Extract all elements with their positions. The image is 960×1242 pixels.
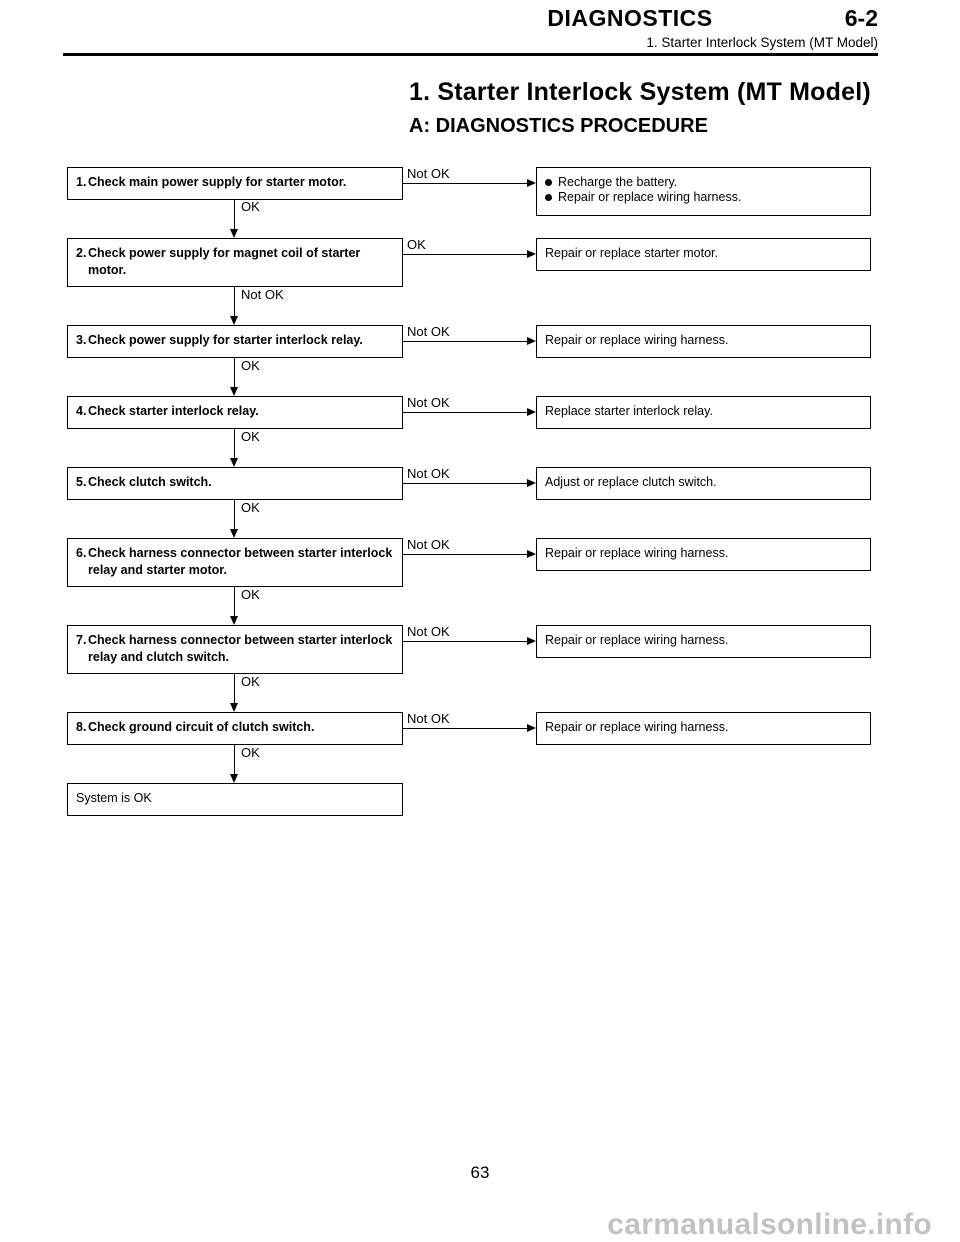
step-number: 3. [76, 333, 87, 347]
branch-line [403, 341, 530, 342]
right-arrow-icon [527, 479, 536, 487]
flow-line [234, 587, 235, 616]
result-text: Replace starter interlock relay. [545, 404, 713, 418]
page-number: 63 [470, 1163, 490, 1182]
step-text: Check starter interlock relay. [88, 404, 259, 418]
branch-label: Not OK [407, 324, 450, 339]
header-section-code: 6-2 [844, 5, 878, 31]
branch-label: Not OK [407, 624, 450, 639]
step-box-1 [67, 167, 403, 200]
branch-label: Not OK [407, 537, 450, 552]
step-number: 6. [76, 546, 87, 560]
flow-line [234, 358, 235, 387]
result-text: Repair or replace wiring harness. [545, 720, 729, 734]
flow-line [234, 674, 235, 703]
header-section-title: DIAGNOSTICS [547, 5, 713, 31]
next-label: OK [241, 500, 260, 515]
watermark: carmanualsonline.info [607, 1208, 932, 1241]
result-text: Adjust or replace clutch switch. [545, 475, 717, 489]
step-text: Check harness connector between starter interlock relay and starter motor. [88, 546, 393, 577]
right-arrow-icon [527, 550, 536, 558]
step-number: 1. [76, 175, 87, 189]
result-box-2 [536, 238, 871, 271]
step-number: 4. [76, 404, 87, 418]
right-arrow-icon [527, 179, 536, 187]
result-box-7 [536, 625, 871, 658]
flow-line [234, 287, 235, 316]
step-number: 8. [76, 720, 87, 734]
step-text: Check ground circuit of clutch switch. [88, 720, 315, 734]
branch-line [403, 728, 530, 729]
step-box-4 [67, 396, 403, 429]
procedure-heading: A: DIAGNOSTICS PROCEDURE [409, 115, 708, 137]
result-box-1 [536, 167, 871, 216]
flow-line [234, 500, 235, 529]
step-box-3 [67, 325, 403, 358]
right-arrow-icon [527, 408, 536, 416]
step-number: 5. [76, 475, 87, 489]
bullet-icon [545, 194, 552, 201]
down-arrow-icon [230, 387, 238, 396]
branch-line [403, 554, 530, 555]
branch-line [403, 412, 530, 413]
branch-label: Not OK [407, 466, 450, 481]
flow-line [234, 429, 235, 458]
down-arrow-icon [230, 616, 238, 625]
step-number: 2. [76, 246, 87, 260]
step-box-6 [67, 538, 403, 587]
step-box-2 [67, 238, 403, 287]
step-box-8 [67, 712, 403, 745]
right-arrow-icon [527, 337, 536, 345]
down-arrow-icon [230, 703, 238, 712]
branch-line [403, 483, 530, 484]
branch-line [403, 254, 530, 255]
result-text: Repair or replace starter motor. [545, 246, 718, 260]
result-text: Repair or replace wiring harness. [545, 546, 729, 560]
result-box-5 [536, 467, 871, 500]
step-number: 7. [76, 633, 87, 647]
next-label: OK [241, 587, 260, 602]
step-text: Check power supply for starter interlock relay. [88, 333, 363, 347]
next-label: Not OK [241, 287, 284, 302]
page-title: 1. Starter Interlock System (MT Model) [409, 78, 871, 106]
right-arrow-icon [527, 724, 536, 732]
branch-label: Not OK [407, 711, 450, 726]
next-label: OK [241, 199, 260, 214]
right-arrow-icon [527, 637, 536, 645]
result-item: Repair or replace wiring harness. [545, 190, 862, 205]
branch-label: Not OK [407, 395, 450, 410]
down-arrow-icon [230, 316, 238, 325]
header-rule [63, 53, 878, 56]
result-text: Repair or replace wiring harness. [545, 333, 729, 347]
down-arrow-icon [230, 458, 238, 467]
right-arrow-icon [527, 250, 536, 258]
next-label: OK [241, 674, 260, 689]
result-item: Recharge the battery. [545, 175, 862, 190]
flow-line [234, 745, 235, 774]
branch-label: OK [407, 237, 426, 252]
branch-label: Not OK [407, 166, 450, 181]
final-text: System is OK [76, 791, 152, 805]
branch-line [403, 641, 530, 642]
bullet-icon [545, 179, 552, 186]
down-arrow-icon [230, 529, 238, 538]
step-text: Check main power supply for starter motor. [88, 175, 347, 189]
step-text: Check clutch switch. [88, 475, 212, 489]
result-box-6 [536, 538, 871, 571]
header-subtitle: 1. Starter Interlock System (MT Model) [646, 35, 878, 50]
step-box-7 [67, 625, 403, 674]
result-box-4 [536, 396, 871, 429]
step-text: Check power supply for magnet coil of starter motor. [88, 246, 361, 277]
next-label: OK [241, 429, 260, 444]
step-box-5 [67, 467, 403, 500]
final-box [67, 783, 403, 816]
next-label: OK [241, 358, 260, 373]
next-label: OK [241, 745, 260, 760]
branch-line [403, 183, 530, 184]
result-text: Repair or replace wiring harness. [545, 633, 729, 647]
down-arrow-icon [230, 774, 238, 783]
result-box-8 [536, 712, 871, 745]
down-arrow-icon [230, 229, 238, 238]
result-box-3 [536, 325, 871, 358]
step-text: Check harness connector between starter interlock relay and clutch switch. [88, 633, 393, 664]
flow-line [234, 200, 235, 229]
